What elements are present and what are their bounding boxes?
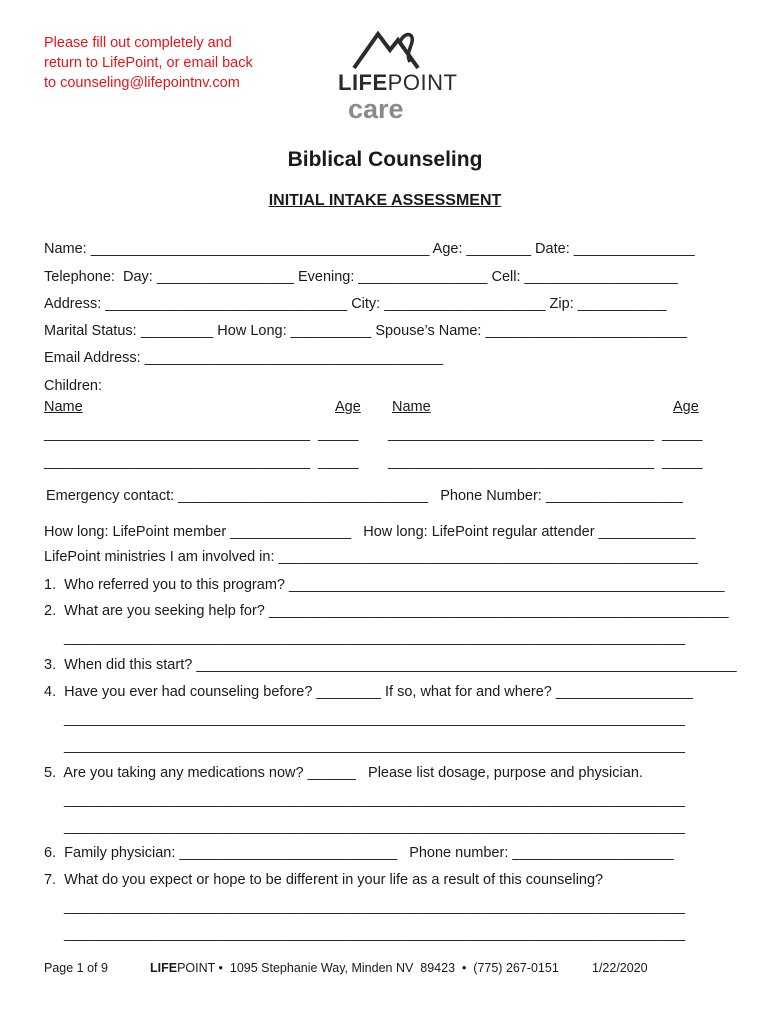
- logo-care-text: care: [348, 94, 404, 124]
- page-title: Biblical Counseling: [287, 148, 483, 171]
- child-entry-line[interactable]: _________________________________ _____: [388, 426, 703, 442]
- child-entry-line[interactable]: _________________________________ _____: [44, 454, 359, 470]
- email-address-row[interactable]: Email Address: _____________________________________: [44, 350, 444, 366]
- submission-notice: [44, 33, 304, 93]
- answer-line[interactable]: _____________________________________________________________________________: [64, 792, 685, 808]
- answer-line[interactable]: _____________________________________________________________________________: [64, 711, 685, 727]
- children-name-header: Name: [392, 399, 431, 415]
- marital-status-row[interactable]: Marital Status: _________ How Long: __________ Spouse’s Name: _________________________: [44, 323, 688, 339]
- question-2[interactable]: 2. What are you seeking help for? _________________________________________________________: [44, 603, 729, 619]
- ministries-row[interactable]: LifePoint ministries I am involved in: ____________________________________________________: [44, 549, 698, 565]
- footer-contact: [150, 961, 559, 975]
- footer-brand-regular: POINT: [177, 961, 216, 975]
- children-age-header: Age: [673, 399, 699, 415]
- footer-date: 1/22/2020: [592, 961, 648, 975]
- logo-wordmark: LIFEPOINT: [338, 70, 458, 95]
- question-6[interactable]: 6. Family physician: ___________________________ Phone number: ____________________: [44, 845, 674, 861]
- notice-line: to counseling@lifepointnv.com: [44, 75, 240, 91]
- footer-brand-bold: LIFE: [150, 961, 178, 975]
- lifepoint-member-row[interactable]: How long: LifePoint member _______________ How long: LifePoint regular attender ____________: [44, 524, 696, 540]
- telephone-row[interactable]: Telephone: Day: _________________ Evening: ________________ Cell: ___________________: [44, 269, 678, 285]
- lifepoint-care-logo: [338, 28, 468, 128]
- children-name-header: Name: [44, 399, 83, 415]
- children-label: Children:: [44, 378, 103, 394]
- question-1[interactable]: 1. Who referred you to this program? ______________________________________________________: [44, 577, 725, 593]
- emergency-contact-row[interactable]: Emergency contact: _______________________________ Phone Number: _________________: [46, 488, 683, 504]
- answer-line[interactable]: _____________________________________________________________________________: [64, 738, 685, 754]
- question-3[interactable]: 3. When did this start? ___________________________________________________________________: [44, 657, 737, 673]
- answer-line[interactable]: _____________________________________________________________________________: [64, 899, 685, 915]
- address-row[interactable]: Address: ______________________________ City: ____________________ Zip: ___________: [44, 296, 667, 312]
- notice-line: Please fill out completely and: [44, 35, 232, 51]
- question-7: 7. What do you expect or hope to be different in your life as a result of this counseling?: [44, 872, 604, 888]
- answer-line[interactable]: _____________________________________________________________________________: [64, 630, 685, 646]
- notice-line: return to LifePoint, or email back: [44, 55, 253, 71]
- children-age-header: Age: [335, 399, 361, 415]
- page-number: Page 1 of 9: [44, 961, 108, 975]
- page-subtitle: INITIAL INTAKE ASSESSMENT: [268, 192, 502, 209]
- child-entry-line[interactable]: _________________________________ _____: [44, 426, 359, 442]
- question-4[interactable]: 4. Have you ever had counseling before? ________ If so, what for and where? _________________: [44, 684, 693, 700]
- footer-address: • 1095 Stephanie Way, Minden NV 89423 • (775) 267-0151: [215, 961, 559, 975]
- mountain-ribbon-icon: [352, 28, 432, 70]
- child-entry-line[interactable]: _________________________________ _____: [388, 454, 703, 470]
- answer-line[interactable]: _____________________________________________________________________________: [64, 819, 685, 835]
- question-5[interactable]: 5. Are you taking any medications now? ______ Please list dosage, purpose and physician.: [44, 765, 643, 781]
- answer-line[interactable]: _____________________________________________________________________________: [64, 926, 685, 942]
- name-age-date-row[interactable]: Name: __________________________________________ Age: ________ Date: _______________: [44, 241, 695, 257]
